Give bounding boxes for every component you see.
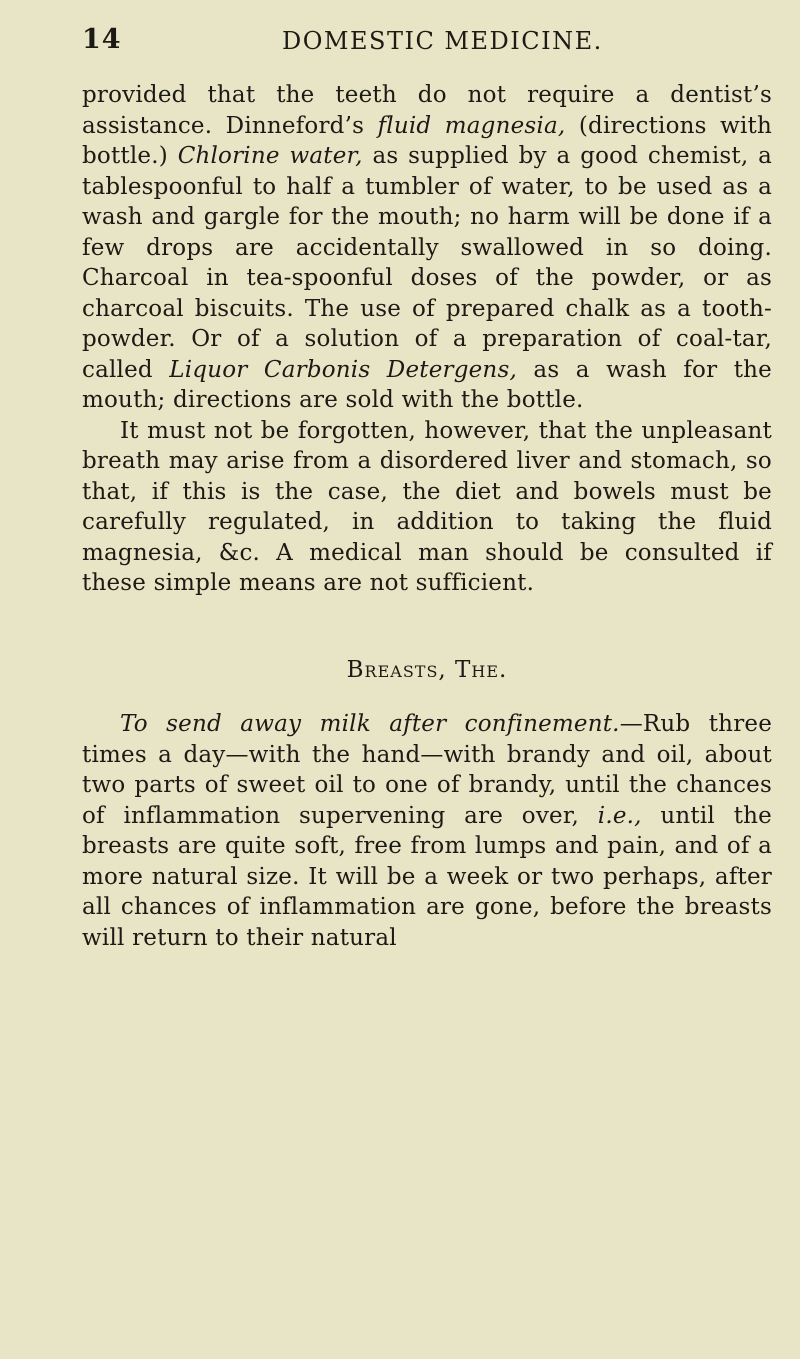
italic-ie: i.e., [597,802,642,829]
text-run: (directions with bottle.) [82,112,772,169]
italic-liquor-carbonis: Liquor Carbonis Detergens, [169,356,517,383]
italic-subheading: To send away milk after confinement. [120,711,620,737]
text-run: —Rub three times a day—with the hand—with brandy and oil, about two parts of sweet oil to one of brandy, until the chances of inflammation supervening are over, [82,711,773,829]
italic-fluid-magnesia: fluid magnesia, [377,112,566,139]
paragraph-unpleasant-breath: It must not be forgotten, however, that the unpleasant breath may arise from a disordered liver and stomach, so that, if this is the case, the diet and bowels must be carefully regulated, in addition to taking the fluid magnesia, &c. A medical man should be consulted if these simple means are not sufficient. [82,417,772,596]
page-header [82,24,772,68]
italic-chlorine-water: Chlorine water, [177,143,363,169]
text-run: as a wash for the mouth; directions are sold with the bottle. [82,356,772,413]
body-text [82,80,772,953]
section-heading: Breasts, The. [346,656,508,683]
paragraph-teeth-remedies [82,80,772,416]
text-run: as supplied by a good chemist, a tablespoonful to half a tumbler of water, to be used as a wash and gargle for the mouth; no harm will be done if a few drops are accidentally swallowed in so doing. Charcoal in tea-spoonful doses of the powder, or as charcoal biscuits. The use of prepared chalk as a tooth-powder. Or of a solution of a preparation of coal-tar, called [82,143,773,383]
running-head: DOMESTIC MEDICINE. [282,27,603,55]
text-run: until the breasts are quite soft, free from lumps and pain, and of a more natural size. It will be a week or two perhaps, after all chances of inflammation are gone, before the breasts will return to their natural [82,802,772,951]
page-number: 14 [82,24,122,55]
paragraph-send-away-milk [82,709,772,953]
text-run: provided that the teeth do not require a dentist’s assistance. Dinneford’s [82,82,772,139]
